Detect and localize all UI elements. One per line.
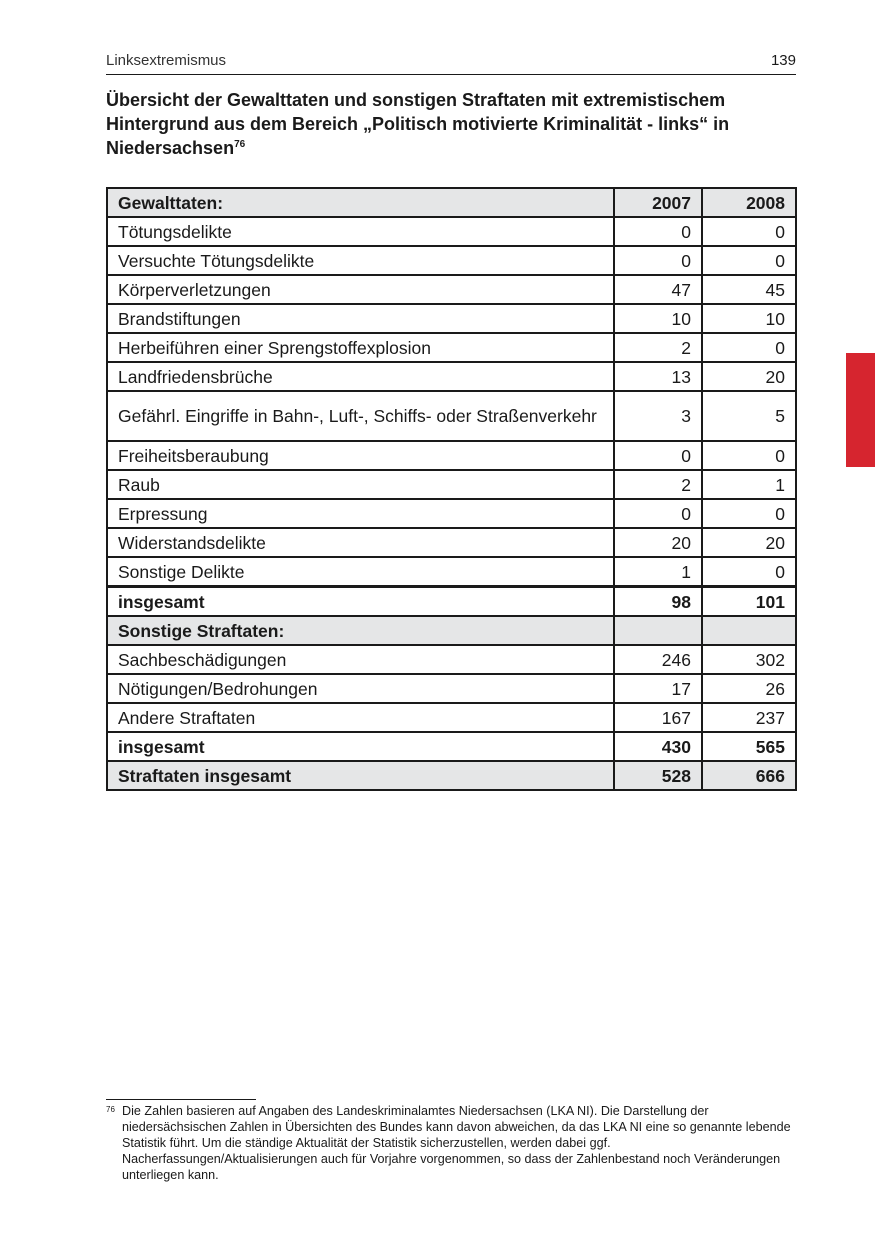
cell-2007: 10	[614, 304, 702, 333]
cell-2007: 2	[614, 333, 702, 362]
cell-2007: 0	[614, 441, 702, 470]
cell-label: Landfriedensbrüche	[107, 362, 614, 391]
cell-label: Widerstandsdelikte	[107, 528, 614, 557]
table-row	[107, 645, 796, 674]
column-header-2007: 2007	[614, 188, 702, 217]
cell-2007: 0	[614, 246, 702, 275]
column-header-2008: 2008	[702, 188, 796, 217]
cell-2007: 17	[614, 674, 702, 703]
table-row	[107, 557, 796, 587]
cell-label: Freiheitsberaubung	[107, 441, 614, 470]
table-row	[107, 217, 796, 246]
cell-2007: 98	[614, 587, 702, 617]
cell-2008: 0	[702, 217, 796, 246]
footnote	[106, 1103, 798, 1183]
cell-2008: 666	[702, 761, 796, 790]
cell-2007: 0	[614, 217, 702, 246]
footnote-ref: 76	[234, 139, 246, 150]
cell-label: Gewalttaten:	[107, 188, 614, 217]
table-row	[107, 703, 796, 732]
cell-2008: 20	[702, 362, 796, 391]
table-row-other-header	[107, 616, 796, 645]
table-row	[107, 441, 796, 470]
cell-2007: 20	[614, 528, 702, 557]
cell-label: Sonstige Delikte	[107, 557, 614, 587]
table-title	[106, 88, 796, 160]
chapter-tab-marker	[846, 353, 875, 467]
table-row	[107, 246, 796, 275]
cell-2008: 0	[702, 333, 796, 362]
cell-2008: 565	[702, 732, 796, 761]
cell-label: Straftaten insgesamt	[107, 761, 614, 790]
table-row	[107, 362, 796, 391]
table-row	[107, 333, 796, 362]
cell-label: Raub	[107, 470, 614, 499]
table-title-text: Übersicht der Gewalttaten und sonstigen Straftaten mit extremistischem Hintergrund aus dem Bereich „Politisch motivierte Kriminalität - links“ in Niedersachsen	[106, 90, 730, 158]
cell-label: Tötungsdelikte	[107, 217, 614, 246]
footnote-divider	[106, 1099, 256, 1100]
footnote-text: Die Zahlen basieren auf Angaben des Landeskriminalamtes Niedersachsen (LKA NI). Die Darstellung der niedersächsischen Zahlen in Übersichten des Bundes kann davon abweichen, da das LKA NI eine so genannte lebende Statistik führt. Um die ständige Aktualität der Statistik sicherzustellen, werden dabei ggf. Nacherfassungen/Aktualisierungen auch für Vorjahre vorgenommen, so dass der Zahlenbestand noch Veränderungen unterliegen kann.	[122, 1104, 791, 1182]
table-row	[107, 528, 796, 557]
table-row-violence-header	[107, 188, 796, 217]
cell-2008: 26	[702, 674, 796, 703]
cell-2007: 13	[614, 362, 702, 391]
table-row	[107, 391, 796, 441]
cell-label: Erpressung	[107, 499, 614, 528]
cell-2007: 528	[614, 761, 702, 790]
table-row-grand-total	[107, 761, 796, 790]
cell-2008: 0	[702, 499, 796, 528]
cell-label: Versuchte Tötungsdelikte	[107, 246, 614, 275]
cell-2008: 0	[702, 246, 796, 275]
cell-2008: 5	[702, 391, 796, 441]
cell-2007: 47	[614, 275, 702, 304]
cell-2007: 1	[614, 557, 702, 587]
footnote-number: 76	[106, 1105, 115, 1114]
cell-empty	[702, 616, 796, 645]
section-name: Linksextremismus	[106, 52, 227, 69]
page-number: 139	[770, 52, 796, 69]
cell-label: Gefährl. Eingriffe in Bahn-, Luft-, Schiffs- oder Straßenverkehr	[107, 391, 614, 441]
cell-2008: 237	[702, 703, 796, 732]
cell-2008: 0	[702, 441, 796, 470]
cell-2007: 430	[614, 732, 702, 761]
table-row	[107, 275, 796, 304]
cell-2007: 167	[614, 703, 702, 732]
cell-2008: 101	[702, 587, 796, 617]
table-row	[107, 304, 796, 333]
table-row-violence-total	[107, 587, 796, 617]
table-row	[107, 499, 796, 528]
cell-2007: 246	[614, 645, 702, 674]
cell-empty	[614, 616, 702, 645]
cell-label: Nötigungen/Bedrohungen	[107, 674, 614, 703]
cell-2008: 10	[702, 304, 796, 333]
crime-statistics-table	[106, 187, 797, 791]
table-row-other-total	[107, 732, 796, 761]
cell-label: insgesamt	[107, 587, 614, 617]
cell-2008: 302	[702, 645, 796, 674]
table-row	[107, 470, 796, 499]
cell-label: Körperverletzungen	[107, 275, 614, 304]
cell-2008: 1	[702, 470, 796, 499]
cell-2007: 0	[614, 499, 702, 528]
cell-2008: 20	[702, 528, 796, 557]
cell-2008: 45	[702, 275, 796, 304]
cell-label: Sachbeschädigungen	[107, 645, 614, 674]
cell-2007: 3	[614, 391, 702, 441]
cell-2007: 2	[614, 470, 702, 499]
cell-2008: 0	[702, 557, 796, 587]
cell-label: Sonstige Straftaten:	[107, 616, 614, 645]
running-header	[106, 52, 796, 75]
cell-label: Herbeiführen einer Sprengstoffexplosion	[107, 333, 614, 362]
cell-label: insgesamt	[107, 732, 614, 761]
cell-label: Andere Straftaten	[107, 703, 614, 732]
table-row	[107, 674, 796, 703]
cell-label: Brandstiftungen	[107, 304, 614, 333]
